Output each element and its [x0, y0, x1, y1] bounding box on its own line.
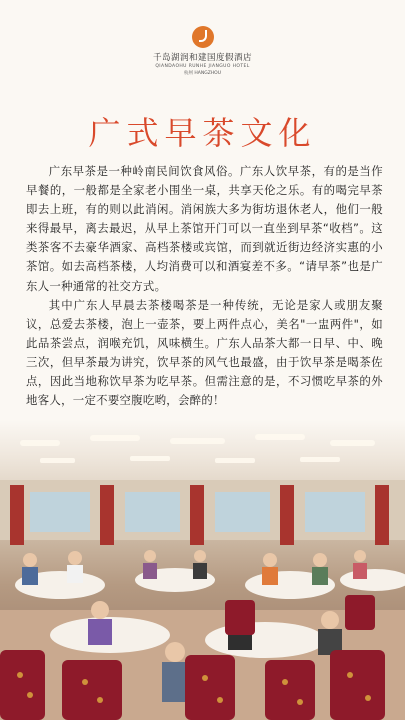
hotel-name-en: QIANDAOHU RUNHE JIANGUO HOTEL: [155, 64, 250, 69]
ceiling-lights: [20, 434, 375, 463]
hotel-logo: [0, 26, 405, 76]
restaurant-hall-photo: [0, 420, 405, 720]
paragraph-1: 广东早茶是一种岭南民间饮食风俗。广东人饮早茶，有的是当作早餐的，一般都是全家老小围坐一桌，共享天伦之乐。有的喝完早茶即去上班，有的则以此消闲。消闲族大多为街坊退休老人，他们一般来得最早，离去最迟，从早上茶馆开门可以一直坐到早茶“收档”。这类茶客不去豪华酒家、高档茶楼或宾馆，而到就近街边经济实惠的小茶馆。如去高档茶楼，人均消费可以和酒宴差不多。“请早茶”也是广东人一种通常的社交方式。: [26, 164, 383, 293]
article-body: [26, 162, 383, 410]
hotel-name-cn: 千岛湖润和建国度假酒店: [152, 53, 252, 63]
page-title: 广式早茶文化: [88, 114, 317, 152]
restaurant-scene-illustration: [0, 420, 405, 720]
hotel-logo-icon: [192, 26, 214, 48]
paragraph-2: 其中广东人早晨去茶楼喝茶是一种传统，无论是家人或朋友聚议，总爱去茶楼，泡上一壶茶，要上两件点心，美名"一盅两件"，如此品茶尝点，润喉充饥，风味横生。广东人品茶大都一日早、中、晚三次，但早茶最为讲究，饮早茶的风气也最盛，由于饮早茶是喝茶佐点，因此当地称饮早茶为吃早茶。但需注意的是，不习惯吃早茶的外地客人，一定不要空腹吃哟，会醉的！: [26, 297, 383, 408]
hotel-location: 杭州 HANGZHOU: [183, 71, 222, 76]
